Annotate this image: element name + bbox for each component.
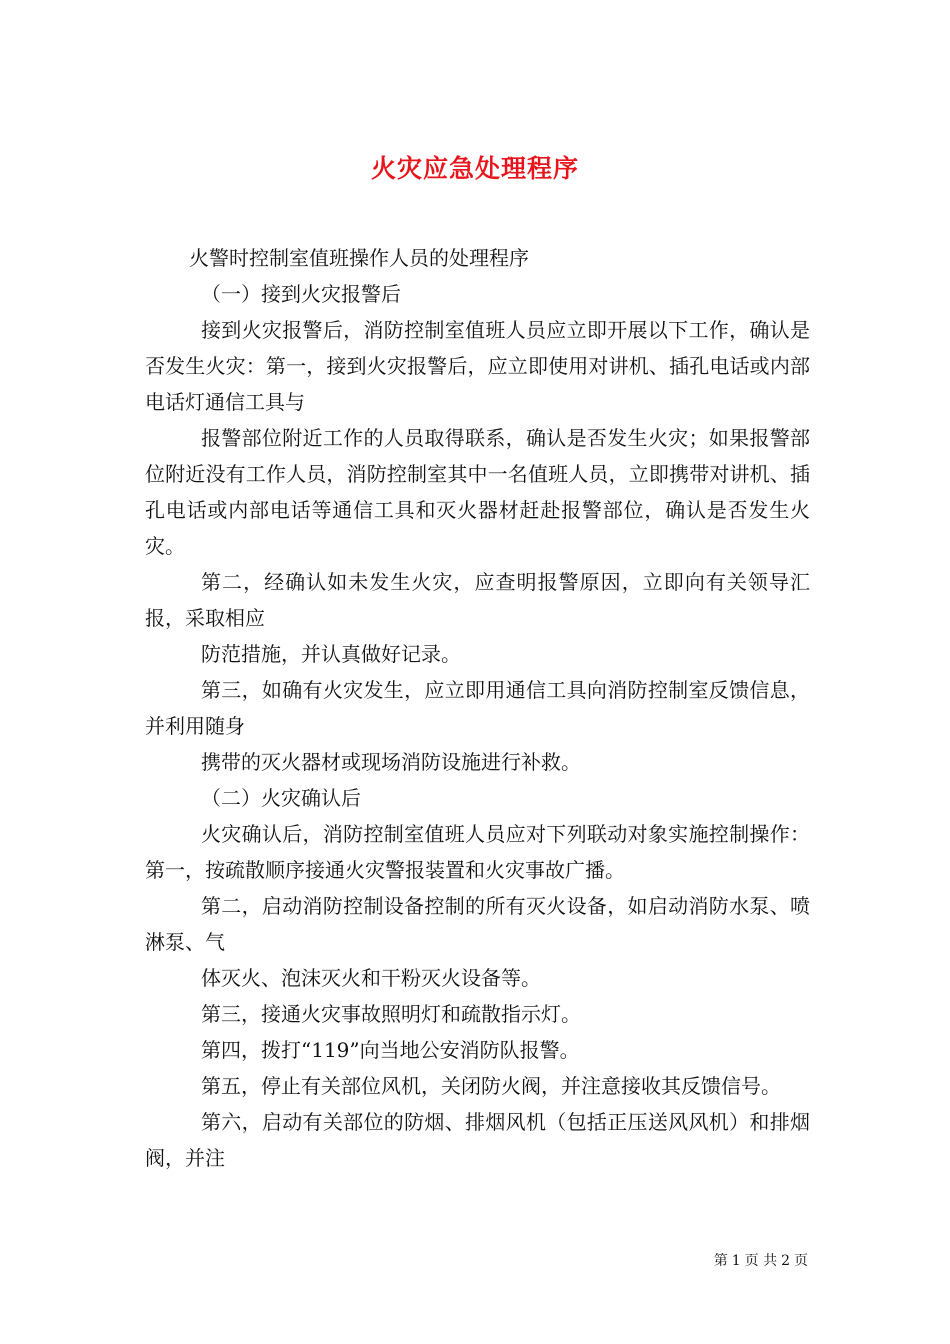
paragraph: 第五，停止有关部位风机，关闭防火阀，并注意接收其反馈信号。	[201, 1074, 781, 1098]
paragraph: 携带的灭火器材或现场消防设施进行补救。	[201, 750, 581, 774]
document-body	[145, 240, 810, 1176]
paragraph: 第三，接通火灾事故照明灯和疏散指示灯。	[201, 1002, 581, 1026]
paragraph: 第二，启动消防控制设备控制的所有灭火设备，如启动消防水泵、喷淋泵、气	[145, 894, 810, 954]
page-footer	[0, 1250, 810, 1270]
document-title: 火灾应急处理程序	[370, 153, 579, 183]
paragraph: 第四，拨打“119”向当地公安消防队报警。	[201, 1038, 580, 1062]
paragraph: 第二，经确认如未发生火灾，应查明报警原因，立即向有关领导汇报，采取相应	[145, 570, 810, 630]
footer-middle: 页 共	[744, 1253, 778, 1269]
paragraph-section-heading: 火警时控制室值班操作人员的处理程序	[189, 246, 529, 270]
paragraph-subheading-1: （一）接到火灾报警后	[201, 282, 401, 306]
paragraph: 报警部位附近工作的人员取得联系，确认是否发生火灾；如果报警部位附近没有工作人员，消防控制室其中一名值班人员，立即携带对讲机、插孔电话或内部电话等通信工具和灭火器材赶赴报警部位，确认是否发生火灾。	[145, 426, 810, 558]
paragraph-subheading-2: （二）火灾确认后	[201, 786, 361, 810]
footer-prefix: 第	[713, 1253, 728, 1269]
footer-current-page: 1	[731, 1253, 741, 1269]
paragraph: 火灾确认后，消防控制室值班人员应对下列联动对象实施控制操作：第一，按疏散顺序接通火灾警报装置和火灾事故广播。	[145, 822, 810, 882]
paragraph: 体灭火、泡沫灭火和干粉灭火设备等。	[201, 966, 541, 990]
paragraph: 第三，如确有火灾发生，应立即用通信工具向消防控制室反馈信息，并利用随身	[145, 678, 810, 738]
footer-total-pages: 2	[781, 1253, 790, 1269]
paragraph: 第六，启动有关部位的防烟、排烟风机（包括正压送风风机）和排烟阀，并注	[145, 1110, 810, 1170]
paragraph: 接到火灾报警后，消防控制室值班人员应立即开展以下工作，确认是否发生火灾：第一，接到火灾报警后，应立即使用对讲机、插孔电话或内部电话灯通信工具与	[145, 318, 810, 414]
paragraph: 防范措施，并认真做好记录。	[201, 642, 461, 666]
footer-suffix: 页	[794, 1253, 808, 1269]
